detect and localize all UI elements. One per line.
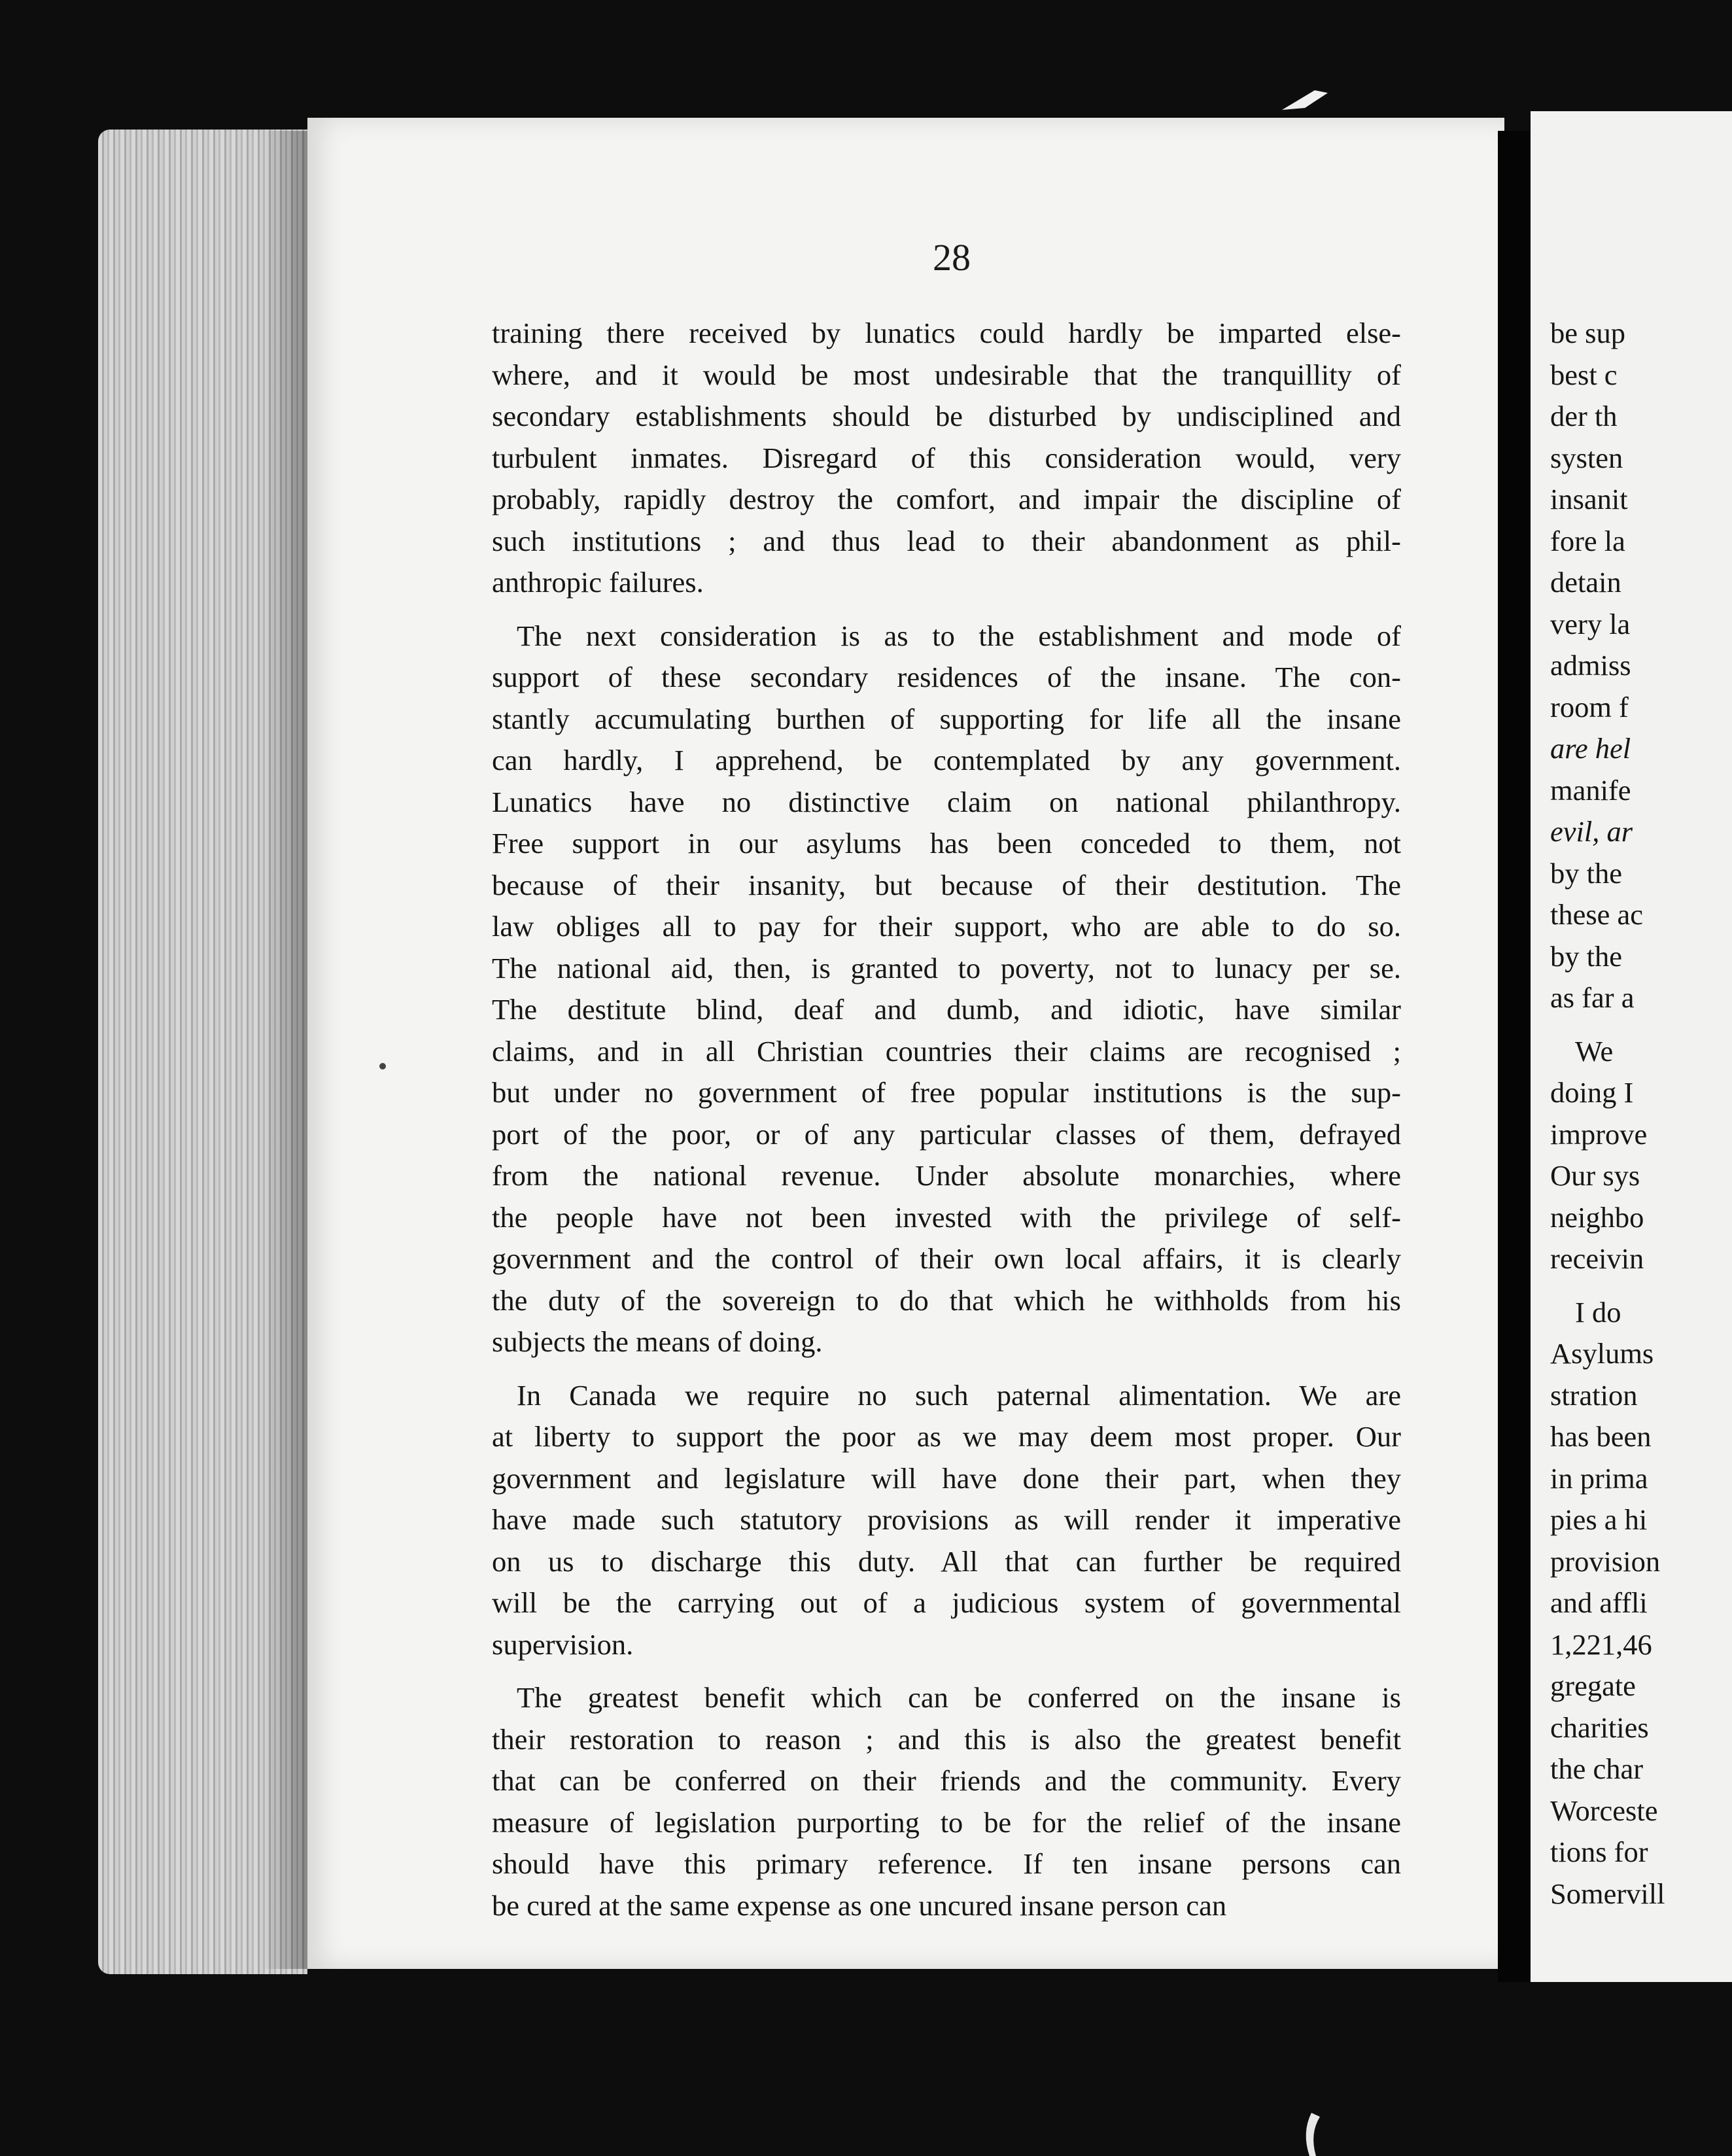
text-line: turbulent inmates. Disregard of this consideration would, very — [492, 441, 1401, 474]
text-line: Lunatics have no distinctive claim on national philanthropy. — [492, 785, 1401, 818]
text-line: supervision. — [492, 1627, 634, 1661]
text-line: where, and it would be most undesirable that the tranquillity of — [492, 358, 1401, 391]
text-line: In Canada we require no such paternal alimentation. We are — [517, 1378, 1401, 1412]
fragment-line: very la — [1550, 607, 1631, 640]
text-line: anthropic failures. — [492, 566, 704, 599]
fragment-line: systen — [1550, 441, 1623, 474]
text-line: The next consideration is as to the establishment and mode of — [517, 619, 1401, 652]
fragment-line: best c — [1550, 358, 1618, 391]
fragment-line: these ac — [1550, 898, 1644, 931]
text-line: subjects the means of doing. — [492, 1325, 823, 1358]
fragment-line: insanit — [1550, 483, 1628, 515]
fragment-line: the char — [1550, 1752, 1644, 1785]
text-line: their restoration to reason ; and this is also the greatest benefit — [492, 1722, 1401, 1756]
text-line: will be the carrying out of a judicious system of governmental — [492, 1586, 1401, 1619]
fragment-line: Somervill — [1550, 1877, 1665, 1910]
fragment-line: are hel — [1550, 732, 1631, 765]
fragment-line: evil, ar — [1550, 815, 1633, 848]
text-line: at liberty to support the poor as we may deem most proper. Our — [492, 1420, 1401, 1453]
page-number: 28 — [933, 236, 971, 279]
fragment-line: manife — [1550, 773, 1631, 807]
fragment-line: charities — [1550, 1711, 1649, 1744]
fragment-line: receivin — [1550, 1242, 1644, 1275]
text-line: The greatest benefit which can be conferred on the insane is — [517, 1681, 1401, 1714]
fragment-line: tions for — [1550, 1835, 1648, 1868]
fragment-line: doing I — [1550, 1076, 1634, 1109]
fragment-line: Asylums — [1550, 1337, 1654, 1370]
text-line: The destitute blind, deaf and dumb, and idiotic, have similar — [492, 993, 1401, 1026]
fragment-line: and affli — [1550, 1586, 1648, 1619]
fragment-line: 1,221,46 — [1550, 1627, 1652, 1661]
text-line: should have this primary reference. If ten insane persons can — [492, 1847, 1401, 1880]
fragment-line: detain — [1550, 566, 1621, 599]
text-line: the duty of the sovereign to do that which he withholds from his — [492, 1283, 1401, 1317]
text-line: measure of legislation purporting to be for the relief of the insane — [492, 1805, 1401, 1839]
fragment-line: improve — [1550, 1117, 1648, 1151]
fragment-line: as far a — [1550, 981, 1635, 1014]
dust-speck — [1306, 2113, 1320, 2156]
dust-speck — [1282, 90, 1328, 110]
text-line: port of the poor, or of any particular classes of them, defrayed — [492, 1117, 1401, 1151]
fragment-line: provision — [1550, 1544, 1661, 1578]
text-line: law obliges all to pay for their support, who are able to do so. — [492, 910, 1401, 943]
fragment-line: stration — [1550, 1378, 1638, 1412]
text-line: stantly accumulating burthen of supporting for life all the insane — [492, 702, 1401, 735]
text-line: government and legislature will have done their part, when they — [492, 1461, 1401, 1495]
fragment-line: be sup — [1550, 317, 1625, 349]
text-line: have made such statutory provisions as will render it imperative — [492, 1503, 1401, 1536]
text-line: the people have not been invested with the privilege of self- — [492, 1200, 1401, 1234]
text-line: such institutions ; and thus lead to their abandonment as phil- — [492, 524, 1401, 557]
fragment-line: I do — [1575, 1295, 1621, 1329]
text-line: because of their insanity, but because of their destitution. The — [492, 868, 1401, 901]
fragment-line: Our sys — [1550, 1159, 1640, 1192]
text-line: be cured at the same expense as one uncured insane person can — [492, 1888, 1227, 1922]
text-line: that can be conferred on their friends and the community. Every — [492, 1764, 1401, 1797]
text-line: secondary establishments should be disturbed by undisciplined and — [492, 400, 1401, 432]
text-line: training there received by lunatics could hardly be imparted else- — [492, 317, 1401, 349]
text-line: government and the control of their own local affairs, it is clearly — [492, 1242, 1401, 1275]
fragment-line: by the — [1550, 939, 1622, 973]
fragment-line: room f — [1550, 690, 1629, 723]
text-line: can hardly, I apprehend, be contemplated by any government. — [492, 744, 1401, 776]
text-line: from the national revenue. Under absolute monarchies, where — [492, 1159, 1401, 1192]
fragment-line: pies a hi — [1550, 1503, 1648, 1536]
fragment-line: in prima — [1550, 1461, 1648, 1495]
text-line: support of these secondary residences of the insane. The con- — [492, 661, 1401, 693]
fragment-line: neighbo — [1550, 1200, 1644, 1234]
fragment-line: by the — [1550, 856, 1622, 890]
text-line: probably, rapidly destroy the comfort, and impair the discipline of — [492, 483, 1401, 515]
text-line: claims, and in all Christian countries their claims are recognised ; — [492, 1034, 1401, 1068]
text-line: but under no government of free popular institutions is the sup- — [492, 1076, 1401, 1109]
fragment-line: der th — [1550, 400, 1618, 432]
fragment-line: gregate — [1550, 1669, 1636, 1702]
text-line: Free support in our asylums has been conceded to them, not — [492, 827, 1401, 860]
fragment-line: Worceste — [1550, 1794, 1658, 1827]
text-line: on us to discharge this duty. All that can further be required — [492, 1544, 1401, 1578]
dust-speck — [379, 1063, 386, 1069]
fragment-line: fore la — [1550, 524, 1625, 557]
fragment-line: has been — [1550, 1420, 1652, 1453]
text-line: The national aid, then, is granted to poverty, not to lunacy per se. — [492, 951, 1401, 984]
fragment-line: admiss — [1550, 649, 1631, 682]
fragment-line: We — [1575, 1034, 1614, 1068]
